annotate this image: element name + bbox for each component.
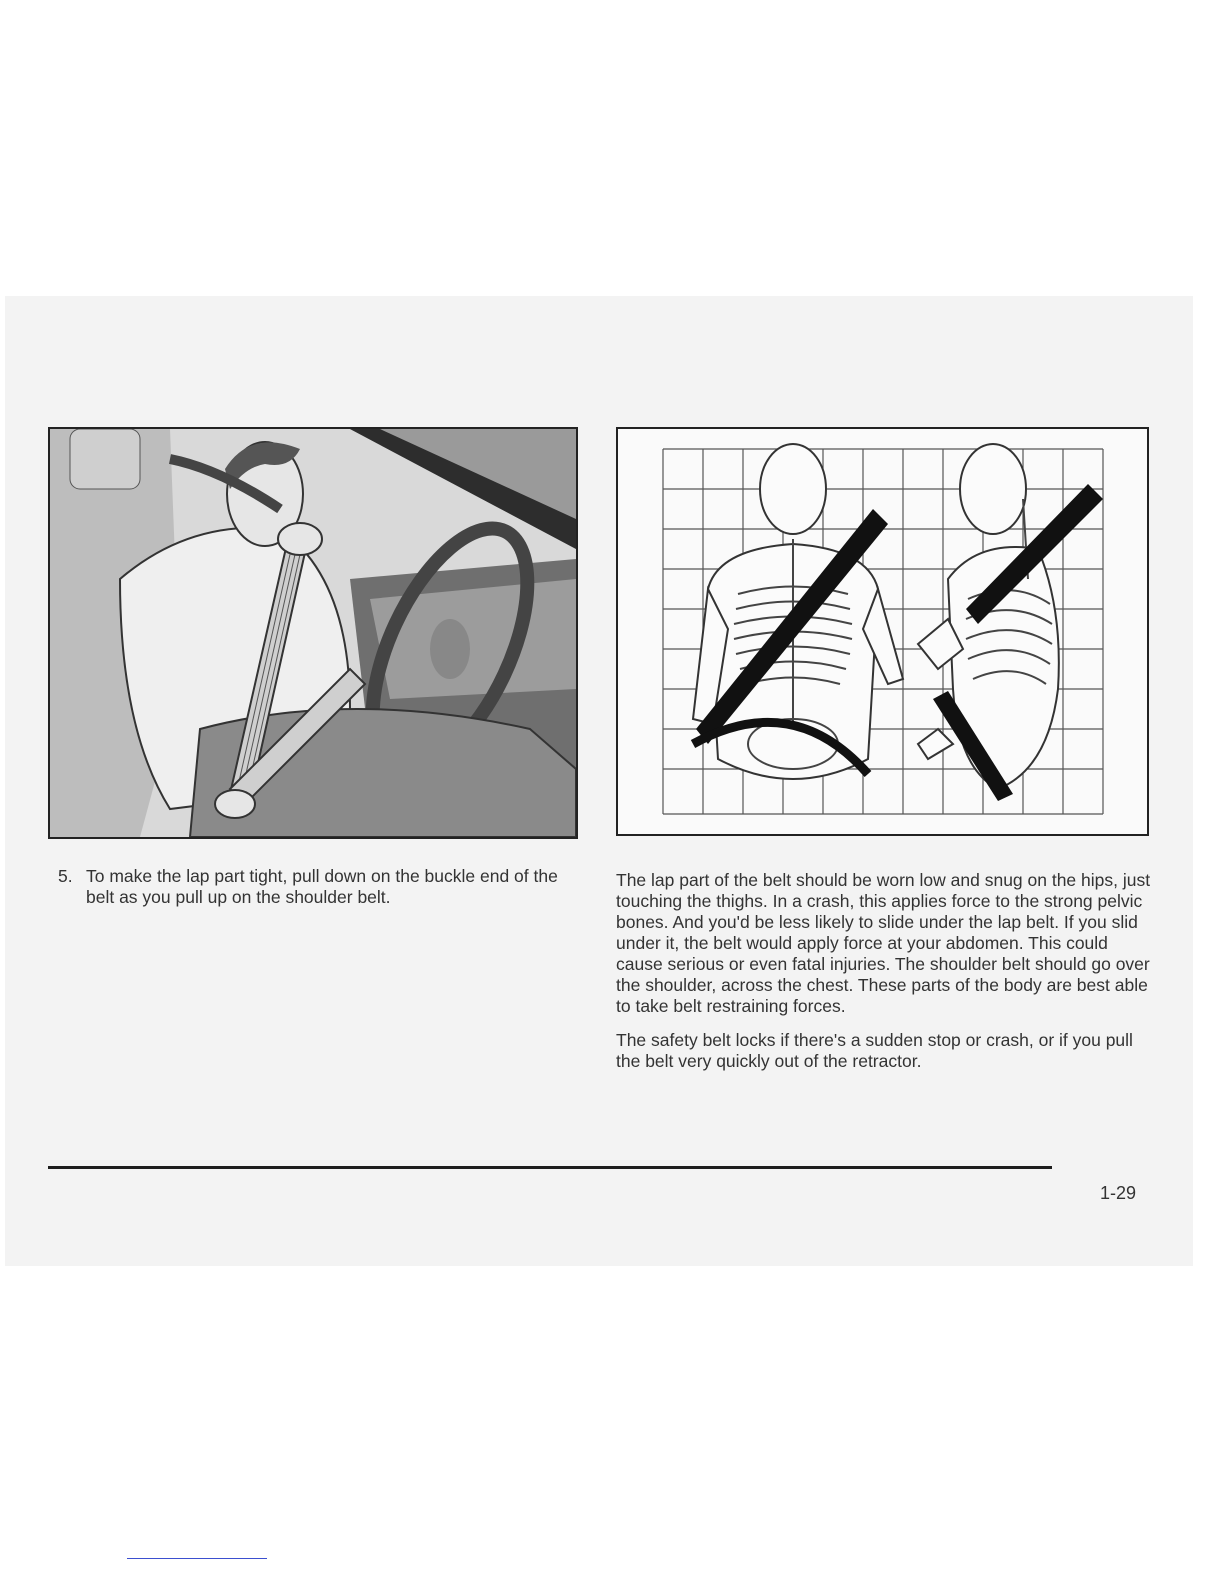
bottom-link-underline [127, 1558, 267, 1559]
page-number: 1-29 [1100, 1183, 1137, 1203]
paragraph-belt-locks: The safety belt locks if there's a sudden stop or crash, or if you pull the belt very quickly out of the retractor. [616, 1030, 1133, 1071]
paragraph-lap-belt: The lap part of the belt should be worn low and snug on the hips, just touching the thighs. In a crash, this applies force to the strong pelvic bones. And you'd be less likely to slide under the lap belt. If you slid under it, the belt would apply force at your abdomen. This could cause serious or even fatal injuries. The shoulder belt should go over the shoulder, across the chest. These parts of the body are best able to take belt restraining forces. [616, 870, 1151, 1016]
step-text: To make the lap part tight, pull down on the buckle end of the belt as you pull up on the shoulder belt. [86, 866, 558, 907]
footer-rule [48, 1166, 1052, 1169]
instruction-step-5 [58, 866, 578, 908]
belt-guidance-text [616, 870, 1156, 1085]
driver-fastening-belt-illustration [48, 427, 578, 839]
step-number: 5. [58, 866, 73, 886]
belt-position-skeleton-diagram [616, 427, 1149, 836]
